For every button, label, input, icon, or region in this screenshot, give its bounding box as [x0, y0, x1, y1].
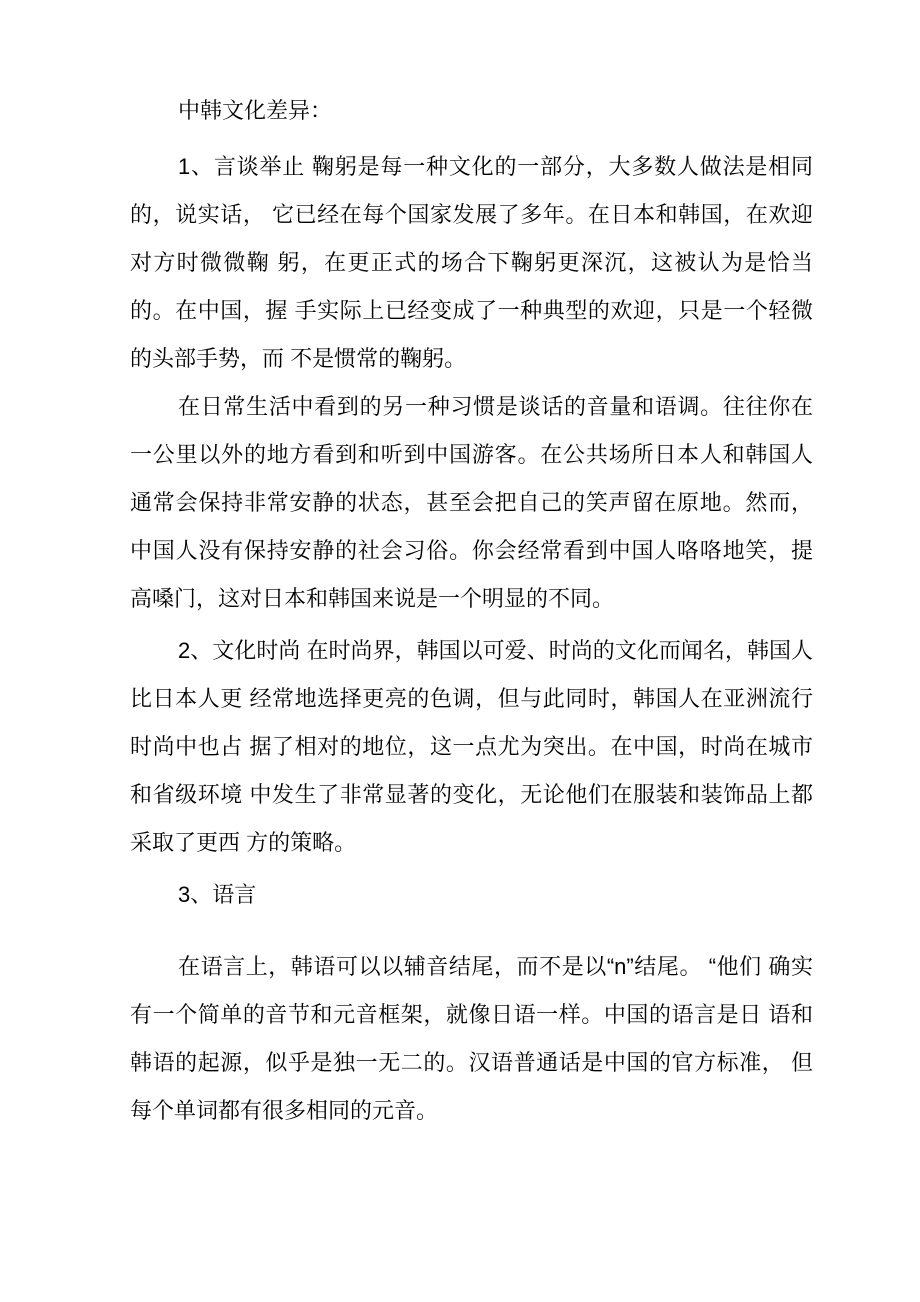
- doc-title: 中韩文化差异：: [178, 98, 333, 123]
- heading-language: 3、语言: [178, 882, 257, 907]
- paragraph-fashion: 2、文化时尚 在时尚界，韩国以可爱、时尚的文化而闻名，韩国人比日本人更 经常地选择更亮的色调，但与此同时，韩国人在亚洲流行时尚中也占 据了相对的地位，这一点尤为突出。在中国，时尚在城市和省级环境 中发生了非常显著的变化，无论他们在服装和装饰品上都采取了更西 方的策略。: [130, 638, 813, 855]
- paragraph-language: 在语言上，韩语可以以辅音结尾，而不是以“n”结尾。 “他们 确实有一个简单的音节和元音框架，就像日语一样。中国的语言是日 语和韩语的起源，似乎是独一无二的。汉语普通话是中国的官方标准， 但每个单词都有很多相同的元音。: [130, 954, 813, 1123]
- paragraph-volume-habits: 在日常生活中看到的另一种习惯是谈话的音量和语调。往往你在 一公里以外的地方看到和听到中国游客。在公共场所日本人和韩国人 通常会保持非常安静的状态，甚至会把自己的笑声留在原地。然而， 中国人没有保持安静的社会习俗。你会经常看到中国人咯咯地笑，提 高嗓门，这对日本和韩国来说是一个明显的不同。: [130, 394, 813, 611]
- paragraph-manners: 1、言谈举止 鞠躬是每一种文化的一部分，大多数人做法是相同的，说实话， 它已经在每个国家发展了多年。在日本和韩国，在欢迎对方时微微鞠 躬，在更正式的场合下鞠躬更深沉，这被认为是恰当的。在中国，握 手实际上已经变成了一种典型的欢迎，只是一个轻微的头部手势，而 不是惯常的鞠躬。: [130, 154, 813, 371]
